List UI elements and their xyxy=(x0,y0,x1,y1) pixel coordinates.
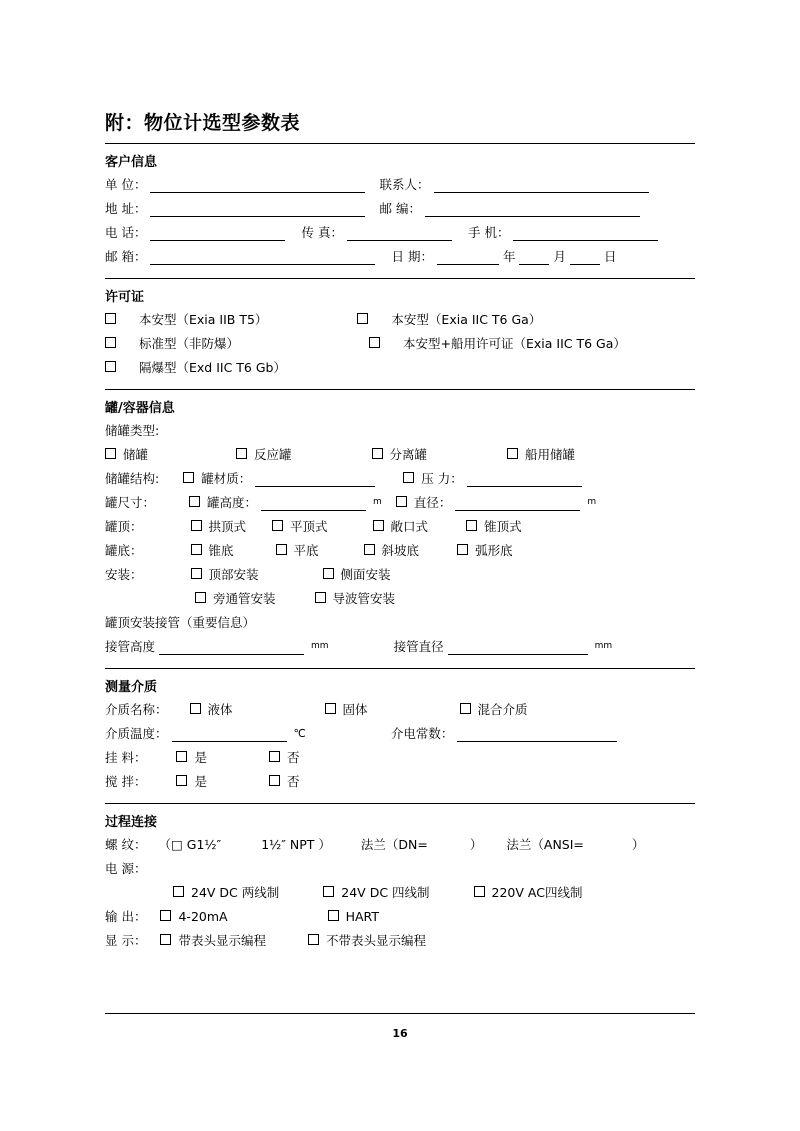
row-power-label xyxy=(105,860,695,877)
label-contact: 联系人： xyxy=(379,177,430,192)
checkbox-label: 储罐 xyxy=(123,447,149,462)
row-unit-contact xyxy=(105,176,695,193)
checkbox-label: 不带表头显示编程 xyxy=(326,933,427,948)
checkbox-tank-bottom-slope[interactable] xyxy=(364,542,420,559)
label-tank-bottom: 罐底： xyxy=(105,543,143,558)
label-phone: 电 话： xyxy=(105,225,147,240)
input-address[interactable] xyxy=(150,202,365,217)
row-stirring xyxy=(105,773,695,790)
checkbox-box-icon xyxy=(474,886,485,897)
checkbox-box-icon xyxy=(323,568,334,579)
row-email-date xyxy=(105,248,695,265)
label-nozzle-diameter: 接管直径 xyxy=(393,639,444,654)
checkbox-box-icon xyxy=(173,886,184,897)
row-tank-structure xyxy=(105,470,695,487)
checkbox-label: 混合介质 xyxy=(477,702,528,717)
checkbox-box-icon xyxy=(323,886,334,897)
row-phone-fax-mobile xyxy=(105,224,695,241)
checkbox-label: 平底 xyxy=(293,543,319,558)
checkbox-label: 是 xyxy=(194,774,207,789)
checkbox-label: 顶部安装 xyxy=(208,567,259,582)
section-process-connection xyxy=(105,804,695,962)
checkbox-license-exd[interactable] xyxy=(105,359,286,376)
checkbox-box-icon xyxy=(160,910,171,921)
checkbox-tank-top-cone[interactable] xyxy=(466,518,522,535)
checkbox-label: 侧面安装 xyxy=(340,567,391,582)
checkbox-license-exia-iib-t5[interactable] xyxy=(105,311,267,328)
footer-divider xyxy=(105,1013,695,1014)
label-stirring: 搅 拌： xyxy=(105,774,147,789)
checkbox-tank-pressure[interactable] xyxy=(403,470,462,487)
label-tank-top: 罐顶： xyxy=(105,519,143,534)
checkbox-label: 船用储罐 xyxy=(525,447,576,462)
checkbox-license-marine[interactable] xyxy=(369,335,626,352)
checkbox-label: 导波管安装 xyxy=(332,591,396,606)
checkbox-box-icon xyxy=(190,703,201,714)
unit-nozzle-diameter: mm xyxy=(594,641,613,651)
label-month: 月 xyxy=(553,249,566,264)
checkbox-box-icon xyxy=(466,520,477,531)
checkbox-box-icon xyxy=(105,313,116,324)
input-unit[interactable] xyxy=(150,178,365,193)
input-contact[interactable] xyxy=(434,178,649,193)
label-medium-temp: 介质温度： xyxy=(105,726,168,741)
row-medium-temp xyxy=(105,725,695,742)
checkbox-tank-type-reactor[interactable] xyxy=(236,446,292,463)
row-tank-size xyxy=(105,494,695,511)
label-flange-dn-close: ） xyxy=(469,837,483,852)
checkbox-medium-liquid[interactable] xyxy=(190,701,233,718)
checkbox-box-icon xyxy=(276,544,287,555)
row-tank-types xyxy=(105,446,695,463)
checkbox-box-icon xyxy=(507,448,518,459)
checkbox-hanging-no[interactable] xyxy=(269,749,300,766)
checkbox-tank-diameter[interactable] xyxy=(396,494,452,511)
checkbox-tank-type-separator[interactable] xyxy=(372,446,428,463)
checkbox-box-icon xyxy=(328,910,339,921)
checkbox-tank-bottom-flat[interactable] xyxy=(276,542,319,559)
label-dielectric: 介电常数： xyxy=(390,726,454,741)
checkbox-tank-type-marine[interactable] xyxy=(507,446,575,463)
unit-medium-temp: ℃ xyxy=(293,727,306,740)
checkbox-label: 本安型+船用许可证（Exia IIC T6 Ga） xyxy=(403,336,626,351)
checkbox-license-exia-iic-t6ga[interactable] xyxy=(357,311,541,328)
checkbox-label: 否 xyxy=(287,750,300,765)
checkbox-label: 隔爆型（Exd IIC T6 Gb） xyxy=(139,360,286,375)
checkbox-label: 压 力： xyxy=(421,471,463,486)
checkbox-box-icon xyxy=(308,934,319,945)
label-output: 输 出： xyxy=(105,909,147,924)
label-tank-size: 罐尺寸： xyxy=(105,495,156,510)
row-install-1 xyxy=(105,566,695,583)
label-nozzle-height: 接管高度 xyxy=(105,639,156,654)
row-license-2 xyxy=(105,335,695,352)
input-phone[interactable] xyxy=(150,226,285,241)
checkbox-tank-top-dome[interactable] xyxy=(191,518,247,535)
checkbox-box-icon xyxy=(105,448,116,459)
checkbox-display-with-head[interactable] xyxy=(160,932,266,949)
label-date: 日 期： xyxy=(391,249,433,264)
label-tank-type: 储罐类型: xyxy=(105,423,160,438)
checkbox-box-icon xyxy=(325,703,336,714)
row-hanging xyxy=(105,749,695,766)
checkbox-box-icon xyxy=(457,544,468,555)
section-title-tank: 罐/容器信息 xyxy=(105,401,175,416)
label-unit: 单 位： xyxy=(105,177,147,192)
input-date-year[interactable] xyxy=(437,250,499,265)
checkbox-box-icon xyxy=(364,544,375,555)
input-medium-temp[interactable] xyxy=(172,727,287,742)
checkbox-label: 固体 xyxy=(342,702,368,717)
page-number: 16 xyxy=(392,1027,408,1040)
checkbox-label: 锥顶式 xyxy=(484,519,522,534)
row-display xyxy=(105,932,695,949)
checkbox-label: 标准型（非防爆） xyxy=(139,336,240,351)
checkbox-box-icon xyxy=(105,361,116,372)
checkbox-license-standard[interactable] xyxy=(105,335,239,352)
input-tank-diameter[interactable] xyxy=(455,496,580,511)
checkbox-box-icon xyxy=(357,313,368,324)
checkbox-box-icon xyxy=(160,934,171,945)
row-nozzle-values xyxy=(105,638,695,655)
section-medium xyxy=(105,669,695,803)
row-install-2 xyxy=(105,590,695,607)
checkbox-label: 分离罐 xyxy=(389,447,428,462)
checkbox-box-icon xyxy=(176,751,187,762)
label-day: 日 xyxy=(604,249,617,264)
checkbox-stirring-no[interactable] xyxy=(269,773,300,790)
input-email[interactable] xyxy=(150,250,375,265)
section-title-license: 许可证 xyxy=(105,290,145,305)
checkbox-label: 旁通管安装 xyxy=(213,591,276,606)
input-nozzle-diameter[interactable] xyxy=(448,640,588,655)
checkbox-install-top[interactable] xyxy=(191,566,259,583)
checkbox-label: 带表头显示编程 xyxy=(178,933,266,948)
input-dielectric[interactable] xyxy=(457,727,617,742)
checkbox-medium-mixed[interactable] xyxy=(460,701,528,718)
checkbox-box-icon xyxy=(269,775,280,786)
label-tank-structure: 储罐结构: xyxy=(105,471,160,486)
label-install: 安装： xyxy=(105,567,143,582)
section-license xyxy=(105,279,695,389)
checkbox-box-icon xyxy=(373,520,384,531)
checkbox-label: 24V DC 四线制 xyxy=(341,885,430,900)
checkbox-box-icon xyxy=(236,448,247,459)
checkbox-box-icon xyxy=(183,472,194,483)
label-flange-ansi: 法兰（ANSI= xyxy=(506,837,584,852)
checkbox-label: 平顶式 xyxy=(290,519,328,534)
row-medium-name xyxy=(105,701,695,718)
label-year: 年 xyxy=(502,249,516,264)
row-output xyxy=(105,908,695,925)
checkbox-box-icon xyxy=(403,472,414,483)
checkbox-display-without-head[interactable] xyxy=(308,932,426,949)
checkbox-label: 24V DC 两线制 xyxy=(191,885,280,900)
checkbox-box-icon xyxy=(460,703,471,714)
input-fax[interactable] xyxy=(347,226,452,241)
label-flange-ansi-close: ） xyxy=(631,837,645,852)
label-mobile: 手 机： xyxy=(467,225,510,240)
input-nozzle-height[interactable] xyxy=(159,640,304,655)
checkbox-power-24v-2wire[interactable] xyxy=(173,884,279,901)
checkbox-hanging-yes[interactable] xyxy=(176,749,207,766)
checkbox-box-icon xyxy=(189,496,200,507)
checkbox-output-hart[interactable] xyxy=(328,908,379,925)
checkbox-tank-top-open[interactable] xyxy=(373,518,429,535)
checkbox-box-icon xyxy=(396,496,407,507)
label-email: 邮 箱： xyxy=(105,249,147,264)
checkbox-label: 否 xyxy=(287,774,300,789)
label-hanging: 挂 料： xyxy=(105,750,147,765)
checkbox-tank-type-storage[interactable] xyxy=(105,446,148,463)
checkbox-label: 罐材质： xyxy=(201,471,252,486)
checkbox-label: 拱顶式 xyxy=(208,519,247,534)
checkbox-tank-bottom-cone[interactable] xyxy=(191,542,234,559)
section-customer-info xyxy=(105,144,695,278)
row-thread xyxy=(105,836,695,853)
checkbox-label: 反应罐 xyxy=(254,447,292,462)
row-nozzle-title xyxy=(105,614,695,631)
input-date-month[interactable] xyxy=(519,250,549,265)
page-title: 附：物位计选型参数表 xyxy=(105,112,301,134)
section-title-medium: 测量介质 xyxy=(105,680,158,695)
input-tank-material[interactable] xyxy=(255,472,375,487)
checkbox-box-icon xyxy=(191,520,202,531)
checkbox-box-icon xyxy=(272,520,283,531)
checkbox-label: 是 xyxy=(194,750,207,765)
row-tank-bottom xyxy=(105,542,695,559)
checkbox-tank-material[interactable] xyxy=(183,470,251,487)
section-title-process: 过程连接 xyxy=(105,815,158,830)
checkbox-label: HART xyxy=(345,909,379,924)
checkbox-box-icon xyxy=(315,592,326,603)
checkbox-output-420ma[interactable] xyxy=(160,908,227,925)
checkbox-box-icon xyxy=(191,568,202,579)
checkbox-label: 斜坡底 xyxy=(381,543,420,558)
checkbox-box-icon xyxy=(191,544,202,555)
label-nozzle-title: 罐顶安装接管（重要信息） xyxy=(105,615,256,630)
input-tank-pressure[interactable] xyxy=(467,472,582,487)
checkbox-box-icon xyxy=(372,448,383,459)
checkbox-tank-top-flat[interactable] xyxy=(272,518,328,535)
checkbox-box-icon xyxy=(369,337,380,348)
checkbox-install-waveguide[interactable] xyxy=(315,590,396,607)
checkbox-label: 敞口式 xyxy=(390,519,429,534)
label-address: 地 址： xyxy=(105,201,147,216)
input-mobile[interactable] xyxy=(513,226,658,241)
label-medium-name: 介质名称： xyxy=(105,702,168,717)
checkbox-label: 弧形底 xyxy=(475,543,513,558)
label-power: 电 源： xyxy=(105,861,147,876)
checkbox-label: 液体 xyxy=(207,702,233,717)
checkbox-power-24v-4wire[interactable] xyxy=(323,884,429,901)
unit-tank-height: m xyxy=(373,497,382,507)
section-title-customer: 客户信息 xyxy=(105,155,158,170)
checkbox-label: 4-20mA xyxy=(178,909,228,924)
label-flange-dn: 法兰（DN= xyxy=(360,837,428,852)
unit-tank-diameter: m xyxy=(587,497,597,507)
row-power-options xyxy=(105,884,695,901)
checkbox-tank-bottom-arc[interactable] xyxy=(457,542,513,559)
checkbox-tank-height[interactable] xyxy=(189,494,257,511)
checkbox-label: 锥底 xyxy=(208,543,234,558)
checkbox-power-220v-4wire[interactable] xyxy=(474,884,583,901)
checkbox-medium-solid[interactable] xyxy=(325,701,368,718)
row-tank-type-label xyxy=(105,422,695,439)
label-fax: 传 真： xyxy=(301,225,343,240)
checkbox-thread-npt[interactable]: 1½″ NPT ） xyxy=(261,837,331,852)
checkbox-thread-g15[interactable]: （□ G1½″ xyxy=(158,837,222,852)
checkbox-stirring-yes[interactable] xyxy=(176,773,207,790)
checkbox-label: 本安型（Exia IIC T6 Ga） xyxy=(391,312,542,327)
checkbox-box-icon xyxy=(269,751,280,762)
checkbox-install-side[interactable] xyxy=(323,566,391,583)
row-tank-top xyxy=(105,518,695,535)
row-license-1 xyxy=(105,311,695,328)
checkbox-label: 罐高度： xyxy=(207,495,258,510)
label-thread: 螺 纹： xyxy=(105,837,147,852)
row-address-postcode xyxy=(105,200,695,217)
checkbox-label: 直径： xyxy=(413,495,452,510)
section-tank-info xyxy=(105,390,695,668)
input-tank-height[interactable] xyxy=(261,496,366,511)
checkbox-box-icon xyxy=(195,592,206,603)
row-license-3 xyxy=(105,359,695,376)
checkbox-install-bypass[interactable] xyxy=(195,590,276,607)
checkbox-label: 本安型（Exia IIB T5） xyxy=(139,312,268,327)
unit-nozzle-height: mm xyxy=(311,641,329,651)
checkbox-label: 220V AC四线制 xyxy=(491,885,583,900)
label-postcode: 邮 编： xyxy=(379,201,421,216)
label-display: 显 示： xyxy=(105,933,147,948)
input-date-day[interactable] xyxy=(570,250,600,265)
checkbox-box-icon xyxy=(105,337,116,348)
input-postcode[interactable] xyxy=(425,202,640,217)
checkbox-box-icon xyxy=(176,775,187,786)
